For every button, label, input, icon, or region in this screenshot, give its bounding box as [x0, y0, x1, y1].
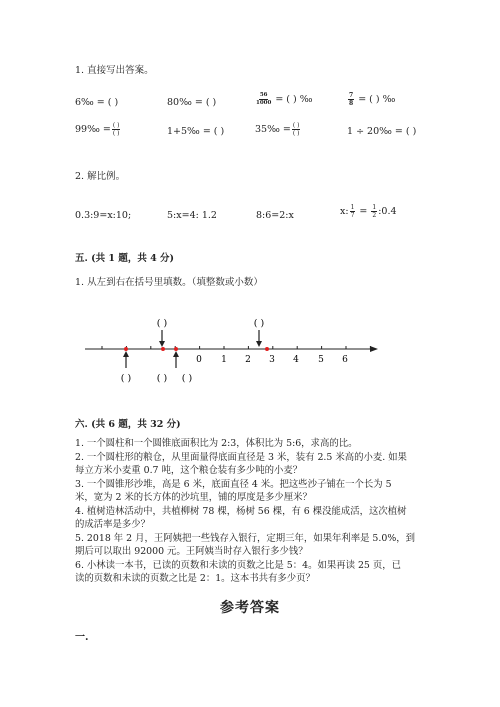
answers-first-marker: 一. — [75, 632, 89, 643]
problem-line: 米，宽为 2 米的长方体的沙坑里，铺的厚度是多少厘米？ — [75, 492, 312, 503]
tick-label: 6 — [342, 355, 348, 365]
tick-label: 2 — [245, 355, 251, 365]
fraction — [371, 204, 377, 219]
q1-row2-a — [75, 122, 121, 137]
q2-item-a: 0.3:9=x:10; — [75, 210, 132, 221]
problem-line: 6. 小林读一本书，已读的页数和未读的页数之比是 5：4。如果再读 25 页，已 — [75, 559, 401, 571]
fraction-denominator: ( ) — [112, 130, 120, 137]
axis-arrow-icon — [370, 346, 378, 352]
fraction — [350, 204, 356, 219]
q1-row2-d: 1 ÷ 20‰ = ( ) — [347, 126, 417, 137]
q1-row2-c-pre: 35‰ = — [255, 124, 291, 135]
q1-row1-d-rest: = ( ) ‰ — [355, 94, 396, 105]
fraction-numerator: ( ) — [112, 122, 120, 129]
q1-row1-c — [255, 92, 313, 107]
section5-question: 1. 从左到右在括号里填数。（填整数或小数） — [75, 277, 263, 288]
tick-label: 0 — [196, 355, 202, 365]
section6-heading: 六. (共 6 题，共 32 分) — [75, 419, 181, 430]
number-line-figure — [0, 300, 500, 400]
q2-item-d — [340, 204, 397, 219]
fraction-numerator: 7 — [349, 92, 354, 99]
q1-row1-b: 80‰ = ( ) — [167, 97, 217, 108]
fraction-denominator: 1000 — [256, 100, 272, 106]
q1-row1-d — [347, 92, 395, 107]
problem-line: 期后可以取出 92000 元。王阿姨当时存入银行多少钱？ — [75, 546, 308, 557]
fraction — [348, 92, 354, 107]
q2-item-d-post: :0.4 — [378, 206, 397, 217]
down-arrow-head-icon — [159, 341, 165, 347]
problem-line: 4. 植树造林活动中，共植柳树 78 棵，杨树 56 棵，有 6 棵没能成活，这次植树 — [75, 505, 407, 517]
fraction-numerator: ( ) — [292, 122, 300, 129]
section5-heading: 五. (共 1 题，共 4 分) — [75, 253, 175, 264]
tick-label: 3 — [269, 355, 275, 365]
down-arrow-head-icon — [256, 341, 262, 347]
fraction-numerator: 56 — [259, 92, 268, 98]
fraction-numerator: 1 — [350, 204, 355, 211]
point-marker — [161, 347, 165, 351]
fraction-denominator: 7 — [350, 212, 355, 219]
q1-row2-a-pre: 99‰ = — [75, 124, 111, 135]
fraction-numerator: 1 — [372, 204, 377, 211]
q1-row2-b: 1+5‰ = ( ) — [167, 126, 225, 137]
point-marker — [174, 347, 178, 351]
problem-line: 的成活率是多少？ — [75, 519, 151, 530]
q1-row1-c-rest: = ( ) ‰ — [272, 94, 313, 105]
fraction — [112, 122, 121, 137]
section1-heading: 1. 直接写出答案。 — [75, 65, 154, 76]
answer-blank-bottom: ( ) — [120, 373, 132, 384]
fraction-denominator: 8 — [349, 100, 354, 107]
answer-blank-bottom: ( ) — [181, 373, 193, 384]
problem-line: 读的页数和未读的页数之比是 2：1。这本书共有多少页？ — [75, 573, 315, 584]
answer-blank-top: ( ) — [253, 318, 265, 329]
tick-label: 4 — [293, 355, 299, 365]
up-arrow-head-icon — [123, 351, 129, 357]
problem-line: 5. 2018 年 2 月，王阿姨把一些钱存入银行，定期三年，如果年利率是 5.0%，到 — [75, 532, 415, 544]
point-marker — [124, 347, 128, 351]
answer-blank-top: ( ) — [156, 318, 168, 329]
q2-item-d-mid: = — [356, 206, 371, 217]
q1-row1-a: 6‰ = ( ) — [75, 97, 119, 108]
problem-line: 1. 一个圆柱和一个圆锥底面积比为 2:3，体积比为 5:6，求高的比。 — [75, 438, 358, 449]
q2-item-b: 5:x=4: 1.2 — [167, 210, 217, 221]
fraction — [292, 122, 301, 137]
point-marker — [265, 347, 269, 351]
up-arrow-head-icon — [173, 351, 179, 357]
section6-problems — [75, 437, 435, 586]
fraction-denominator: ( ) — [292, 130, 300, 137]
fraction — [256, 92, 271, 107]
problem-line: 2. 一个圆柱形的粮仓，从里面量得底面直径是 3 米，装有 2.5 米高的小麦. 如果 — [75, 451, 407, 463]
tick-label: 5 — [318, 355, 324, 365]
section2-heading: 2. 解比例。 — [75, 171, 126, 182]
answer-blank-bottom: ( ) — [156, 373, 168, 384]
tick-label: 1 — [221, 355, 227, 365]
q1-row2-c — [255, 122, 301, 137]
problem-line: 每立方米小麦重 0.7 吨，这个粮仓装有多少吨的小麦？ — [75, 465, 303, 476]
problem-line: 3. 一个圆锥形沙堆，高是 6 米，底面直径 4 米。把这些沙子铺在一个长为 5 — [75, 478, 392, 490]
fraction-denominator: 2 — [372, 212, 377, 219]
q2-item-d-pre: x: — [340, 206, 349, 217]
q2-item-c: 8:6=2:x — [256, 210, 294, 221]
answers-title: 参考答案 — [220, 600, 280, 616]
